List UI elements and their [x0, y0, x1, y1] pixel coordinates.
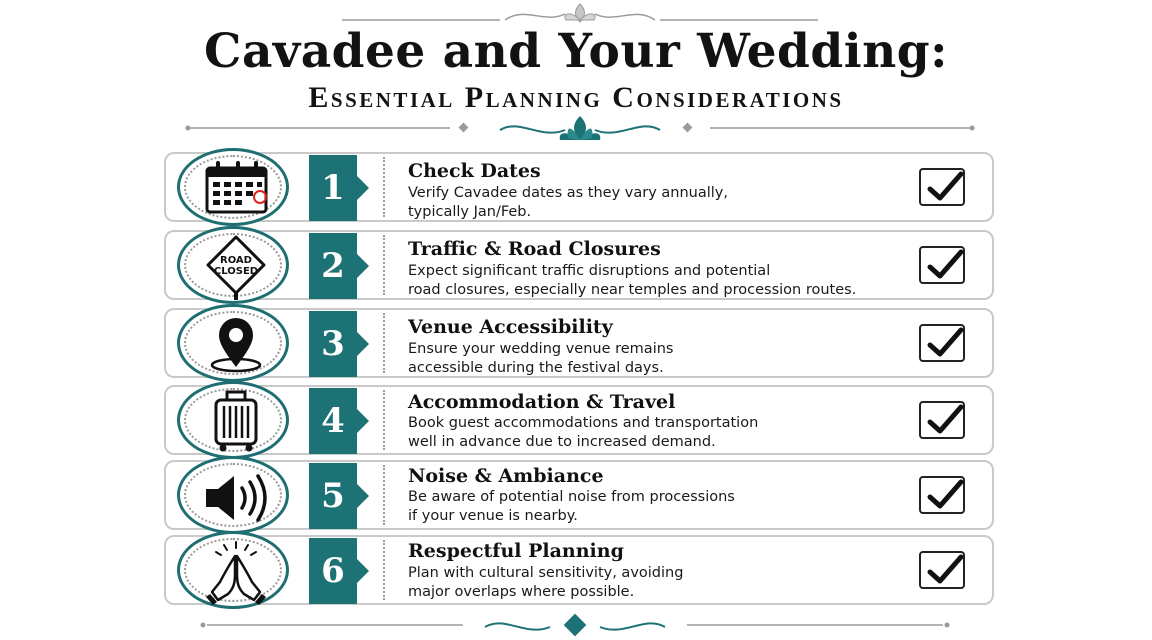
item-description: Ensure your wedding venue remains accessible during the festival days.	[408, 341, 674, 376]
item-description: Book guest accommodations and transportation well in advance due to increased demand.	[408, 415, 759, 450]
page-title: Cavadee and Your Wedding:	[204, 24, 948, 79]
step-number: 4	[309, 388, 357, 454]
check-icon	[921, 320, 967, 364]
praying-hands-icon	[180, 534, 292, 612]
step-number: 2	[309, 233, 357, 299]
checkbox[interactable]	[919, 401, 965, 439]
step-number: 5	[309, 463, 357, 529]
checkbox[interactable]	[919, 168, 965, 206]
location-pin-icon	[180, 307, 292, 385]
checkbox[interactable]	[919, 324, 965, 362]
svg-text:CLOSED: CLOSED	[213, 266, 259, 277]
item-description: Verify Cavadee dates as they vary annually, typically Jan/Feb.	[408, 185, 728, 220]
check-icon	[921, 164, 967, 208]
item-title: Check Dates	[408, 160, 541, 182]
item-title: Respectful Planning	[408, 540, 624, 562]
item-title: Noise & Ambiance	[408, 465, 604, 487]
check-icon	[921, 472, 967, 516]
icon-circle	[177, 148, 289, 226]
item-title: Venue Accessibility	[408, 316, 613, 338]
step-number: 1	[309, 155, 357, 221]
icon-circle	[177, 381, 289, 459]
step-number: 6	[309, 538, 357, 604]
svg-text:ROAD: ROAD	[220, 255, 252, 266]
page-subtitle: Essential Planning Considerations	[308, 81, 844, 114]
check-icon	[921, 397, 967, 441]
item-description: Expect significant traffic disruptions and potential road closures, especially near temples and procession routes.	[408, 263, 857, 298]
icon-circle	[177, 531, 289, 609]
calendar-icon	[180, 151, 292, 229]
check-icon	[921, 242, 967, 286]
step-number: 3	[309, 311, 357, 377]
item-title: Accommodation & Travel	[408, 391, 676, 413]
checkbox[interactable]	[919, 551, 965, 589]
luggage-icon	[180, 384, 292, 462]
icon-circle	[177, 456, 289, 534]
icon-circle	[177, 226, 289, 304]
speaker-icon	[180, 459, 292, 537]
checkbox[interactable]	[919, 246, 965, 284]
item-description: Plan with cultural sensitivity, avoiding major overlaps where possible.	[408, 565, 684, 600]
item-description: Be aware of potential noise from processions if your venue is nearby.	[408, 489, 735, 524]
icon-circle	[177, 304, 289, 382]
road-closed-sign-icon	[180, 229, 292, 307]
checkbox[interactable]	[919, 476, 965, 514]
header-divider	[180, 116, 980, 144]
bottom-ornament	[195, 613, 955, 639]
item-title: Traffic & Road Closures	[408, 238, 661, 260]
check-icon	[921, 547, 967, 591]
